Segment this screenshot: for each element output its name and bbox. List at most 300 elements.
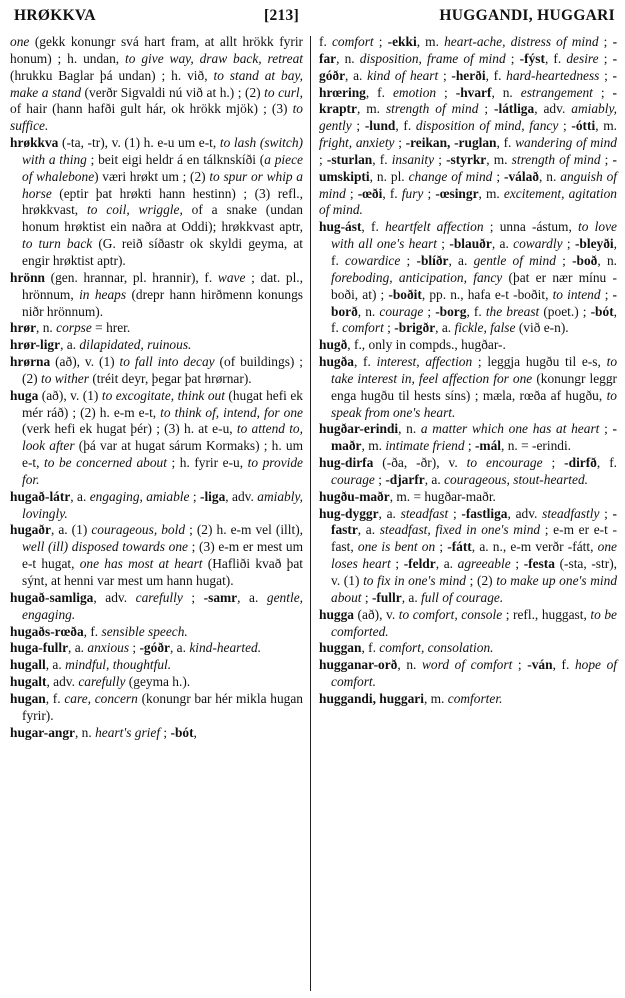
- gloss: engaging, amiable: [89, 488, 190, 504]
- entry-text: , adv.: [93, 589, 136, 605]
- dictionary-entry: [10, 590, 303, 624]
- gloss: steadfastly: [542, 505, 600, 521]
- entry-text: (gekk konungr svá hart fram, at allt hrökk fyrir honum) ; h. undan,: [10, 34, 303, 66]
- headword: -bót: [170, 724, 194, 740]
- gloss: amiably, gently: [319, 101, 617, 134]
- entry-text: ;: [562, 236, 575, 252]
- headword: hugaðr: [10, 522, 51, 538]
- entry-text: of a snake (undan honum hrøktist ein naðra at Oddi); hrøkkvast aptr,: [22, 202, 303, 235]
- entry-text: , n.: [491, 84, 521, 100]
- gloss: full of courage.: [421, 589, 504, 605]
- entry-text: , m.: [478, 185, 504, 201]
- entry-text: , n.: [36, 320, 57, 336]
- gloss: one is bent on: [357, 539, 436, 555]
- entry-text: , a.: [237, 589, 267, 605]
- column-divider: [310, 36, 311, 991]
- headword: -festa: [523, 556, 555, 572]
- entry-text: , n.: [398, 421, 421, 437]
- dictionary-entry: [319, 657, 617, 691]
- entry-text: ;: [160, 724, 171, 740]
- gloss: the breast: [485, 303, 540, 319]
- entry-text: ;: [598, 34, 613, 49]
- entry-text: , m.: [486, 151, 512, 167]
- dictionary-entry: [10, 354, 303, 388]
- headword: hug-ást: [319, 219, 362, 235]
- headword: -fýst: [519, 50, 545, 66]
- dictionary-entry: [319, 506, 617, 607]
- entry-text: ;: [510, 556, 524, 572]
- headword: huga: [10, 387, 39, 403]
- headword: hugganar-orð: [319, 657, 398, 673]
- headword: -samr: [203, 589, 238, 605]
- entry-text: , a.: [491, 236, 514, 252]
- gloss: sensible speech.: [101, 623, 188, 639]
- entry-text: , a.: [435, 320, 455, 336]
- entry-text: (tréit deyr, þegar þat hrørnar).: [88, 370, 252, 386]
- gloss: heart's grief: [95, 724, 161, 740]
- dictionary-entry: [10, 320, 303, 337]
- gloss: to stand at bay, make a stand: [10, 67, 303, 100]
- gloss: cowardice: [345, 252, 401, 268]
- entry-text: , a.: [401, 589, 422, 605]
- gloss: courageous, stout-hearted.: [444, 471, 589, 487]
- header-first-headword: HRØKKVA: [14, 7, 96, 24]
- headword: -mál: [474, 438, 501, 454]
- entry-text: , a.: [45, 657, 66, 673]
- headword: -feldr: [403, 556, 436, 572]
- dictionary-entry: [10, 135, 303, 270]
- headword: -fastliga: [461, 505, 508, 521]
- dictionary-entry: [319, 607, 617, 641]
- gloss: excitement, agitation of mind.: [319, 185, 617, 218]
- entry-text: ;: [505, 50, 520, 66]
- gloss: to attend to, look after: [22, 421, 303, 454]
- gloss: to turn back: [22, 236, 93, 252]
- entry-text: ;: [383, 320, 395, 336]
- entry-text: , n.: [397, 657, 422, 673]
- dictionary-entry: [10, 522, 303, 589]
- headword: -hrœring: [319, 67, 617, 100]
- dictionary-entry: [319, 337, 617, 354]
- headword: -góðr: [319, 50, 618, 83]
- entry-text: (konungr leggr enga hugðu til hests síns) ; mæla, rœða af hugðu,: [331, 370, 617, 403]
- entry-text: f.: [319, 34, 332, 49]
- headword: -fastr: [331, 505, 618, 538]
- dictionary-entry: [10, 674, 303, 691]
- page-number: [213]: [264, 7, 300, 24]
- gloss: mindful, thoughtful.: [65, 657, 172, 673]
- dictionary-entry: [319, 34, 617, 219]
- headword: -reikan, -ruglan: [405, 135, 497, 151]
- headword: -válað: [504, 168, 539, 184]
- entry-text: , a.: [70, 488, 90, 504]
- gloss: a matter which one has at heart: [420, 421, 600, 437]
- headword: -boð: [572, 252, 598, 268]
- entry-text: , a.: [424, 471, 445, 487]
- entry-text: (Hafliði kvað þat sýnt, at henni var mest um hann hugat).: [22, 556, 303, 588]
- gloss: foreboding, anticipation, fancy: [331, 269, 503, 285]
- entry-text: (of buildings) ; (2): [22, 354, 304, 386]
- entry-text: ; beit eigi heldr á en tálknskíði (: [86, 151, 265, 167]
- gloss: cowardly: [513, 236, 563, 252]
- headword: hugga: [319, 606, 354, 622]
- entry-text: , a.: [169, 640, 190, 656]
- header-last-headword: HUGGANDI, HUGGARI: [439, 7, 615, 24]
- entry-text: , f.: [361, 640, 380, 656]
- dictionary-entry: [10, 725, 303, 742]
- headword: hrøkkva: [10, 135, 59, 151]
- headword: -fullr: [371, 589, 402, 605]
- gloss: to be concerned about: [44, 455, 167, 471]
- entry-text: (eptir þat hrøkti hann hestinn) ; (3) refl., hrøkkvast,: [22, 185, 303, 218]
- dictionary-entry: [10, 657, 303, 674]
- entry-text: (-ða, -ðr), v.: [373, 455, 467, 471]
- entry-text: ;: [558, 118, 572, 134]
- entry-text: (-ta, -tr), v. (1) h. e-u um e-t,: [58, 135, 220, 151]
- entry-text: ;: [189, 488, 200, 504]
- dictionary-entry: [319, 691, 617, 708]
- entry-text: ;: [319, 151, 327, 167]
- entry-text: (að), v. (1): [38, 387, 102, 403]
- gloss: to fall into decay: [119, 354, 215, 370]
- headword: -lund: [364, 118, 396, 134]
- gloss: strength of mind: [385, 101, 479, 117]
- gloss: one has most at heart: [79, 556, 203, 572]
- headword: -borð: [331, 286, 618, 319]
- entry-text: ;: [423, 303, 436, 319]
- entry-text: (að), v. (1): [50, 354, 120, 370]
- gloss: to wither: [40, 370, 89, 386]
- gloss: estrangement: [520, 84, 593, 100]
- dictionary-entry: [10, 624, 303, 641]
- entry-text: ;: [448, 505, 462, 521]
- gloss: comfort, consolation.: [379, 640, 494, 656]
- entry-text: (verðr Sigvaldi nú við at h.) ; (2): [81, 84, 265, 100]
- headword: -fátt: [447, 539, 472, 555]
- entry-text: , m. = hugðar-maðr.: [389, 488, 496, 504]
- headword: -œsingr: [435, 185, 479, 201]
- gloss: hard-heartedness: [506, 67, 600, 83]
- gloss: to make up one's mind about: [331, 573, 618, 605]
- left-column: [10, 34, 303, 741]
- headword: hugð: [319, 337, 348, 353]
- dictionary-entry: [319, 455, 617, 489]
- entry-text: ;: [345, 185, 358, 201]
- headword: -herði: [451, 67, 486, 83]
- entry-text: , n. = -erindi.: [501, 438, 572, 454]
- headword: -borg: [435, 303, 467, 319]
- gloss: a piece of whalebone: [22, 151, 303, 184]
- entry-text: (að), v.: [353, 606, 399, 622]
- entry-text: , m.: [416, 34, 445, 49]
- gloss: to encourage: [466, 455, 543, 471]
- entry-text: , a.: [448, 252, 474, 268]
- headword: hrönn: [10, 269, 45, 285]
- entry-text: , m.: [356, 101, 386, 117]
- headword: hugall: [10, 657, 46, 673]
- dictionary-entry: [10, 337, 303, 354]
- gloss: in heaps: [79, 286, 127, 302]
- gloss: to speak from one's heart.: [331, 387, 617, 420]
- gloss: one loses heart: [331, 539, 617, 572]
- gloss: to coil, wriggle,: [87, 202, 183, 218]
- gloss: to spur or whip a horse: [22, 168, 304, 201]
- headword: hugðu-maðr: [319, 488, 390, 504]
- page-header: [8, 4, 617, 28]
- entry-text: (hrukku Baglar þá undan) ; h. við,: [10, 67, 214, 83]
- headword: -kraptr: [319, 84, 618, 117]
- gloss: change of mind: [408, 168, 493, 184]
- entry-text: ;: [599, 505, 613, 521]
- entry-text: ;: [423, 185, 436, 201]
- headword: -látliga: [494, 101, 535, 117]
- gloss: fickle, false: [454, 320, 516, 336]
- gloss: carefully: [78, 674, 126, 690]
- headword: -dirfð: [564, 455, 597, 471]
- entry-text: ;: [434, 151, 447, 167]
- entry-text: , f.: [331, 303, 618, 336]
- entry-text: ;: [129, 640, 140, 656]
- gloss: disposition, frame of mind: [359, 50, 506, 66]
- dictionary-entry: [10, 640, 303, 657]
- entry-text: , f.: [552, 657, 575, 673]
- entry-text: , adv.: [507, 505, 543, 521]
- headword: hrør: [10, 320, 37, 336]
- gloss: heartfelt affection: [385, 219, 484, 235]
- headword: hug-dyggr: [319, 505, 379, 521]
- entry-text: ) væri hrøkt um ; (2): [94, 168, 210, 184]
- entry-text: , n.: [538, 168, 561, 184]
- gloss: desire: [566, 50, 599, 66]
- gloss: to curl,: [264, 84, 304, 100]
- gloss: well (ill) disposed towards one: [22, 539, 188, 555]
- headword: -ván: [527, 657, 553, 673]
- headword: -blauðr: [449, 236, 492, 252]
- entry-text: (drepr hann hirðmenn konungs niðr hrönnum).: [22, 286, 303, 319]
- headword: -umskipti: [319, 151, 617, 184]
- entry-text: ;: [182, 589, 204, 605]
- entry-text: , adv.: [534, 101, 572, 117]
- gloss: courage: [331, 471, 375, 487]
- headword: huggandi, huggari: [319, 690, 424, 706]
- entry-text: ,: [193, 724, 197, 740]
- headword: hrør-ligr: [10, 337, 61, 353]
- entry-text: ; refl., huggast,: [502, 606, 591, 622]
- entry-text: ;: [394, 135, 406, 151]
- headword: -hvarf: [455, 84, 492, 100]
- headword: hugalt: [10, 674, 47, 690]
- entry-text: , a.: [345, 67, 368, 83]
- entry-text: ;: [374, 471, 386, 487]
- headword: hugan: [10, 690, 46, 706]
- headword: hrørna: [10, 354, 51, 370]
- entry-text: ;: [436, 84, 456, 100]
- entry-text: ; h. fyrir e-u,: [166, 455, 248, 471]
- entry-text: ;: [351, 118, 365, 134]
- entry-text: ;: [599, 421, 613, 437]
- headword: hugaðs-rœða: [10, 623, 84, 639]
- gloss: comfort: [342, 320, 384, 336]
- entry-text: ;: [492, 168, 504, 184]
- headword: hug-dirfa: [319, 455, 374, 471]
- entry-text: , m.: [595, 118, 617, 134]
- gloss: care, concern: [64, 690, 138, 706]
- headword: hugað-látr: [10, 488, 71, 504]
- gloss: anxious: [87, 640, 130, 656]
- entry-text: ; dat. pl., hrönnum,: [22, 269, 303, 302]
- entry-text: , a. n., e-m verðr -fátt,: [471, 539, 598, 555]
- gloss: to comfort, console: [398, 606, 503, 622]
- entry-text: , a.: [68, 640, 88, 656]
- entry-text: (verk hefi ek hugat þér) ; (3) h. at e-u,: [22, 421, 237, 437]
- entry-text: , f., only in compds., hugðar-.: [347, 337, 506, 353]
- gloss: fright, anxiety: [319, 135, 395, 151]
- entry-text: , f.: [361, 219, 386, 235]
- gloss: to fix in one's mind: [363, 573, 466, 588]
- headword: -sturlan: [326, 151, 373, 167]
- entry-text: , n.: [74, 724, 96, 740]
- entry-text: (þat er nær mínu -boði, at) ;: [331, 269, 617, 302]
- entry-text: ;: [464, 438, 475, 454]
- entry-text: ;: [598, 50, 613, 66]
- entry-text: , f.: [496, 135, 516, 151]
- entry-text: ;: [592, 84, 613, 100]
- gloss: interest, affection: [376, 354, 473, 370]
- headword: -boðit: [388, 286, 422, 302]
- dictionary-entry: [10, 34, 303, 135]
- entry-text: (-sta, -str), v. (1): [331, 556, 618, 588]
- entry-text: , m.: [361, 438, 386, 454]
- gloss: to think of, intend, for one: [160, 404, 303, 420]
- entry-text: , f.: [395, 118, 416, 134]
- entry-text: , a.: [435, 556, 458, 572]
- headword: -bleyði: [574, 236, 614, 252]
- headword: -ekki: [387, 34, 417, 49]
- entry-text: (G. reið síðastr ok skyldi geyma, at engir hrøktist aptr).: [22, 236, 303, 268]
- dictionary-entry: [319, 421, 617, 455]
- entry-text: ;: [361, 589, 372, 605]
- headword: -far: [319, 34, 618, 66]
- gloss: insanity: [391, 151, 435, 167]
- headword: hugað-samliga: [10, 589, 94, 605]
- entry-text: , adv.: [46, 674, 79, 690]
- entry-text: , a. (1): [50, 522, 92, 538]
- gloss: dilapidated, ruinous.: [79, 337, 192, 353]
- dictionary-entry: [319, 219, 617, 337]
- headword: hugða: [319, 354, 354, 370]
- entry-text: ; leggja hugðu til e-s,: [472, 354, 607, 370]
- gloss: to excogitate, think out: [101, 387, 225, 403]
- entry-text: ; (2): [466, 573, 497, 588]
- gloss: to love with all one's heart: [331, 219, 617, 252]
- right-column: [319, 34, 617, 708]
- gloss: gentle, engaging.: [22, 589, 303, 622]
- headword: huggan: [319, 640, 362, 656]
- entry-text: ;: [555, 252, 573, 268]
- gloss: intimate friend: [385, 438, 465, 454]
- gloss: word of comfort: [421, 657, 513, 673]
- gloss: agreeable: [457, 556, 511, 572]
- gloss: corpse: [56, 320, 92, 336]
- entry-text: , f.: [466, 303, 486, 319]
- entry-text: , f.: [331, 236, 617, 268]
- gloss: comforter.: [447, 690, 503, 706]
- gloss: fury: [401, 185, 424, 201]
- gloss: anguish of mind: [319, 168, 618, 201]
- entry-text: ;: [599, 67, 613, 83]
- entry-text: ;: [600, 286, 613, 302]
- headword: hugðar-erindi: [319, 421, 399, 437]
- gloss: kind-hearted.: [189, 640, 262, 656]
- entry-text: , n.: [357, 303, 380, 319]
- entry-text: ; (3) e-m er mest um e-t hugat,: [22, 539, 303, 572]
- gloss: to suffice.: [10, 101, 303, 134]
- entry-text: ; (2) h. e-m vel (illt),: [185, 522, 304, 538]
- entry-text: , adv.: [225, 488, 258, 504]
- headword: -brigðr: [394, 320, 436, 336]
- dictionary-entry: [319, 640, 617, 657]
- gloss: courageous, bold: [91, 522, 186, 538]
- dictionary-entry: [10, 691, 303, 725]
- gloss: wave: [217, 269, 246, 285]
- entry-text: = hrer.: [91, 320, 131, 336]
- entry-text: , f.: [544, 50, 567, 66]
- headword: -ótti: [571, 118, 596, 134]
- entry-text: , n. pl.: [369, 168, 409, 184]
- gloss: to give way, draw back, retreat: [125, 50, 303, 66]
- gloss: steadfast, fixed in one's mind: [379, 522, 541, 538]
- entry-text: , f.: [365, 84, 393, 100]
- headword: huga-fullr: [10, 640, 69, 656]
- entry-text: (gen. hrannar, pl. hrannir), f.: [44, 269, 218, 285]
- dictionary-entry: [10, 270, 303, 321]
- headword: hugar-angr: [10, 724, 75, 740]
- headword: -styrkr: [446, 151, 487, 167]
- dictionary-entry: [10, 489, 303, 523]
- entry-text: of hair (hann hafði gult hár, ok hrökk mjök) ; (3): [10, 101, 293, 117]
- entry-text: ;: [600, 151, 613, 167]
- entry-text: , f.: [45, 690, 65, 706]
- entry-text: ;: [436, 236, 450, 252]
- entry-text: ;: [438, 67, 452, 83]
- gloss: to take interest in, feel affection for one: [331, 354, 618, 386]
- entry-text: , pp. n., hafa e-t -boðit,: [421, 286, 553, 302]
- entry-text: ; e-m er e-t -fast,: [331, 522, 618, 555]
- headword: -bót: [590, 303, 614, 319]
- entry-text: , n.: [336, 50, 360, 66]
- entry-text: , f.: [372, 151, 392, 167]
- dictionary-entry: [10, 388, 303, 489]
- entry-text: , f.: [485, 67, 507, 83]
- entry-text: (hugat hefi ek mér ráð) ; (2) h. e-m e-t,: [22, 387, 303, 420]
- headword: -liga: [199, 488, 226, 504]
- gloss: wandering of mind: [515, 135, 617, 151]
- gloss: courage: [379, 303, 424, 319]
- gloss: to lash (switch) with a thing: [22, 135, 303, 167]
- entry-text: (konungr bar hér mikla hugan fyrir).: [22, 690, 303, 723]
- entry-text: (við e-n).: [515, 320, 569, 336]
- headword: -góðr: [139, 640, 170, 656]
- gloss: one: [10, 34, 30, 49]
- dictionary-entry: [319, 354, 617, 421]
- entry-text: ;: [512, 657, 528, 673]
- headword: -maðr: [331, 421, 617, 454]
- gloss: carefully: [135, 589, 183, 605]
- gloss: strength of mind: [511, 151, 601, 167]
- entry-text: ;: [435, 539, 448, 555]
- entry-text: ;: [478, 101, 495, 117]
- entry-text: , f.: [83, 623, 102, 639]
